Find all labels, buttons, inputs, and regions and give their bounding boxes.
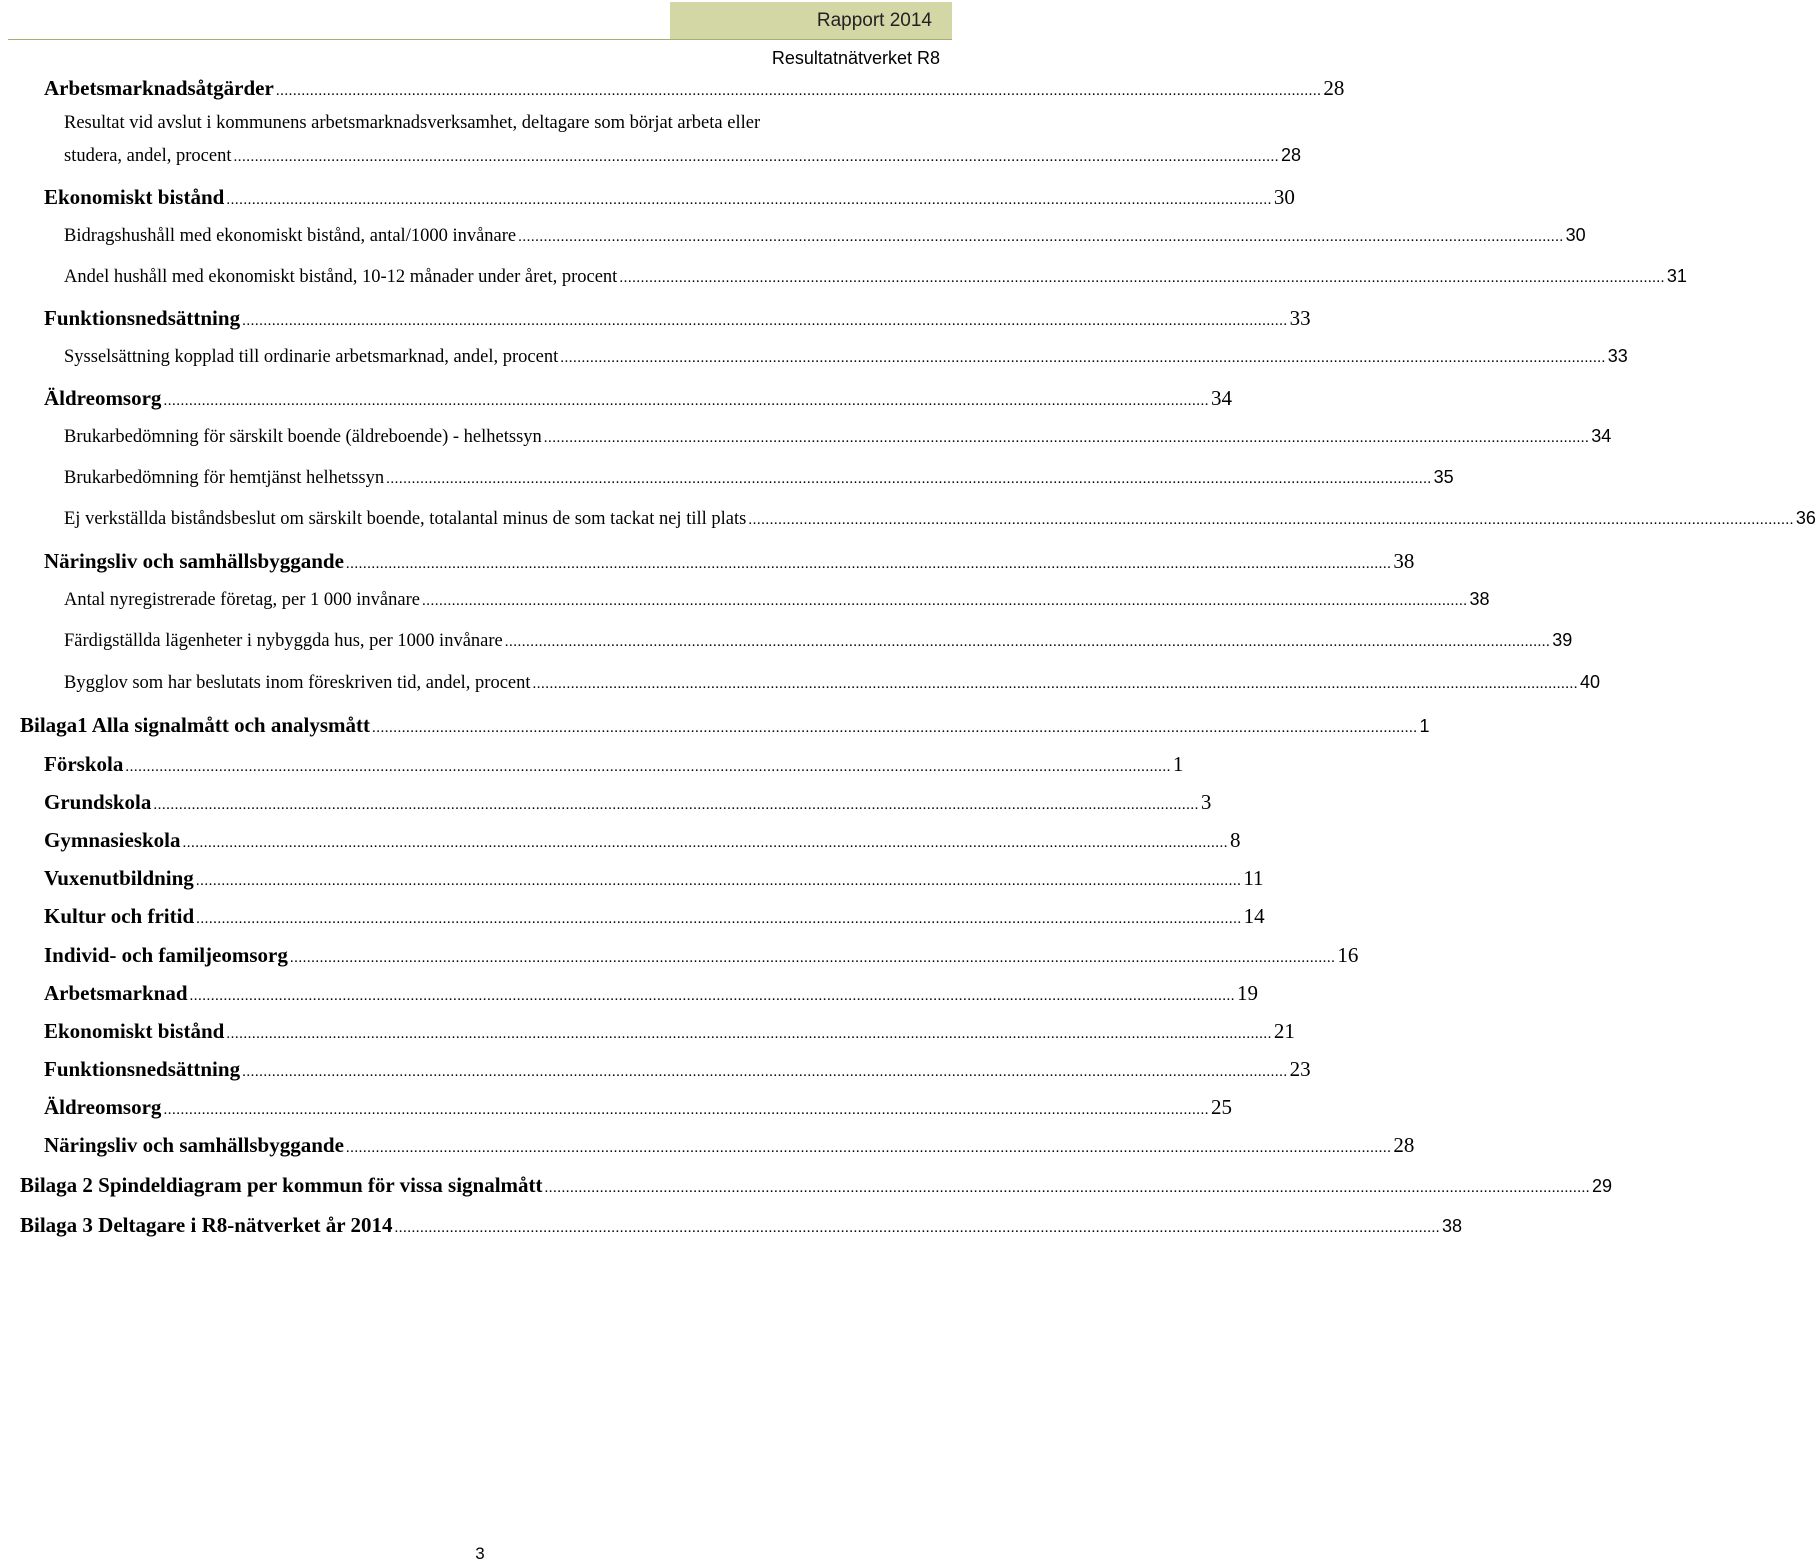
toc-entry-kultur-och-fritid[interactable] — [44, 904, 1265, 929]
toc-leader — [746, 512, 1796, 529]
toc-entry-page: 36 — [1795, 508, 1816, 528]
toc-leader — [370, 720, 1420, 737]
toc-entry-title: Näringsliv och samhällsbyggande — [44, 549, 344, 573]
toc-entry-ekonomiskt-bistand-2[interactable] — [44, 1019, 1295, 1044]
toc-entry-andel-hushall[interactable] — [64, 266, 1687, 288]
toc-entry-bygglov[interactable] — [64, 672, 1601, 694]
toc-entry-brukarbedomning-sarskilt-boende[interactable] — [64, 426, 1612, 448]
toc-leader — [194, 873, 1244, 890]
toc-leader — [420, 593, 1470, 610]
toc-entry-title: Arbetsmarknadsåtgärder — [44, 76, 274, 100]
toc-entry-page: 16 — [1337, 943, 1359, 967]
toc-leader — [516, 229, 1566, 246]
toc-leader — [240, 313, 1290, 330]
toc-entry-title: Förskola — [44, 752, 124, 776]
toc-leader — [503, 634, 1553, 651]
toc-entry-ej-verkstallda[interactable] — [64, 508, 1816, 530]
toc-entry-arbetsmarknad[interactable] — [44, 981, 1259, 1006]
toc-leader — [558, 350, 1608, 367]
toc-entry-title-line1[interactable]: Resultat vid avslut i kommunens arbetsmarknadsverksamhet, deltagare som börjat arbeta eller — [64, 113, 761, 133]
toc-leader — [274, 83, 1324, 100]
toc-entry-title: Vuxenutbildning — [44, 866, 194, 890]
toc-entry-gymnasieskola[interactable] — [44, 828, 1241, 853]
toc-entry-title: Ekonomiskt bistånd — [44, 185, 225, 209]
toc-entry-page: 34 — [1210, 386, 1232, 410]
toc-leader — [181, 835, 1231, 852]
toc-entry-page: 34 — [1591, 426, 1612, 446]
toc-entry-title: Brukarbedömning för hemtjänst helhetssyn — [64, 468, 385, 488]
toc-leader — [224, 1026, 1274, 1043]
toc-leader — [231, 149, 1281, 166]
toc-leader — [531, 676, 1581, 693]
toc-entry-page: 1 — [1419, 716, 1430, 736]
toc-entry-title: Sysselsättning kopplad till ordinarie arbetsmarknad, andel, procent — [64, 347, 559, 367]
toc-entry-title: Ej verkställda biståndsbeslut om särskilt boende, totalantal minus de som tackat nej till plats — [64, 509, 747, 529]
toc-entry-sysselsattning[interactable] — [64, 346, 1628, 368]
toc-entry-naringsliv-2[interactable] — [44, 1133, 1415, 1158]
toc-entry-title: Andel hushåll med ekonomiskt bistånd, 10-12 månader under året, procent — [64, 267, 618, 287]
toc-entry-fardigstallda-lagenheter[interactable] — [64, 630, 1573, 652]
toc-entry-forskola[interactable] — [44, 752, 1184, 777]
toc-leader — [188, 988, 1238, 1005]
toc-entry-page: 31 — [1666, 266, 1687, 286]
toc-entry-title: Funktionsnedsättning — [44, 1057, 241, 1081]
toc-entry-page: 38 — [1469, 589, 1490, 609]
toc-entry-page: 28 — [1323, 76, 1345, 100]
toc-entry-ekonomiskt-bistand[interactable] — [44, 185, 1295, 210]
toc-entry-title: Kultur och fritid — [44, 904, 195, 928]
toc-entry-title: Bidragshushåll med ekonomiskt bistånd, antal/1000 invånare — [64, 226, 517, 246]
page-number: 3 — [475, 1544, 485, 1563]
toc-entry-individ-och-familjeomsorg[interactable] — [44, 943, 1359, 968]
toc-leader — [617, 270, 1667, 287]
toc-entry-page: 19 — [1237, 981, 1259, 1005]
toc-entry-page: 39 — [1552, 630, 1573, 650]
toc-leader — [224, 192, 1274, 209]
toc-leader — [240, 1064, 1290, 1081]
toc-entry-title: Bygglov som har beslutats inom föreskriven tid, andel, procent — [64, 673, 531, 693]
toc-entry-page: 23 — [1289, 1057, 1311, 1081]
toc-entry-title: Individ- och familjeomsorg — [44, 943, 288, 967]
toc-entry-title: Gymnasieskola — [44, 828, 181, 852]
toc-entry-title: Brukarbedömning för särskilt boende (äldreboende) - helhetssyn — [64, 427, 542, 447]
toc-entry-title: Färdigställda lägenheter i nybyggda hus, per 1000 invånare — [64, 631, 503, 651]
toc-leader — [344, 1140, 1394, 1157]
toc-entry-title: Grundskola — [44, 790, 152, 814]
toc-leader — [194, 911, 1244, 928]
toc-entry-title: Arbetsmarknad — [44, 981, 188, 1005]
toc-entry-page: 35 — [1433, 467, 1454, 487]
toc-leader — [288, 950, 1338, 967]
toc-entry-nyregistrerade-foretag[interactable] — [64, 589, 1490, 611]
toc-entry-title: Bilaga 3 Deltagare i R8-nätverket år 2014 — [20, 1213, 393, 1237]
toc-entry-bilaga2[interactable] — [20, 1173, 1613, 1198]
toc-leader — [344, 556, 1394, 573]
toc-entry-aldreomsorg-2[interactable] — [44, 1095, 1232, 1120]
toc-leader — [123, 759, 1173, 776]
toc-entry-grundskola[interactable] — [44, 790, 1212, 815]
toc-leader — [393, 1220, 1443, 1237]
network-label: Resultatnätverket R8 — [771, 48, 940, 68]
toc-entry-page: 40 — [1580, 672, 1601, 692]
toc-entry-title: Antal nyregistrerade företag, per 1 000 invånare — [64, 590, 420, 610]
toc-entry-page: 28 — [1393, 1133, 1415, 1157]
toc-leader — [384, 471, 1434, 488]
toc-leader — [161, 1102, 1211, 1119]
toc-entry-page: 38 — [1393, 549, 1415, 573]
toc-entry-page: 30 — [1565, 225, 1586, 245]
toc-entry-page: 33 — [1289, 306, 1311, 330]
toc-entry-page: 21 — [1273, 1019, 1295, 1043]
toc-entry-resultat-vid-avslut[interactable] — [64, 145, 1301, 167]
report-label: Rapport 2014 — [816, 10, 932, 31]
toc-entry-naringsliv[interactable] — [44, 549, 1415, 574]
toc-entry-funktionsnedsattning-2[interactable] — [44, 1057, 1311, 1082]
toc-entry-page: 28 — [1280, 145, 1301, 165]
toc-entry-title: studera, andel, procent — [64, 146, 232, 166]
toc-entry-title: Äldreomsorg — [44, 1095, 162, 1119]
toc-entry-brukarbedomning-hemtjanst[interactable] — [64, 467, 1454, 489]
toc-entry-title: Bilaga1 Alla signalmått och analysmått — [20, 713, 371, 737]
toc-entry-page: 30 — [1273, 185, 1295, 209]
toc-entry-page: 33 — [1607, 346, 1628, 366]
toc-entry-page: 11 — [1243, 866, 1264, 890]
toc-entry-title: Funktionsnedsättning — [44, 306, 241, 330]
toc-entry-page: 25 — [1210, 1095, 1232, 1119]
toc-entry-title: Bilaga 2 Spindeldiagram per kommun för vissa signalmått — [20, 1173, 543, 1197]
toc-entry-title: Näringsliv och samhällsbyggande — [44, 1133, 344, 1157]
toc-entry-page: 1 — [1172, 752, 1184, 776]
toc-entry-page: 38 — [1442, 1216, 1463, 1236]
toc-entry-funktionsnedsattning[interactable] — [44, 306, 1311, 331]
toc-entry-page: 3 — [1200, 790, 1212, 814]
toc-leader — [151, 797, 1201, 814]
toc-entry-bilaga3[interactable] — [20, 1213, 1463, 1238]
toc-leader — [542, 430, 1592, 447]
toc-leader — [161, 393, 1211, 410]
toc-entry-page: 29 — [1592, 1176, 1613, 1196]
toc-entry-vuxenutbildning[interactable] — [44, 866, 1264, 891]
toc-entry-title: Ekonomiskt bistånd — [44, 1019, 225, 1043]
toc-entry-title: Äldreomsorg — [44, 386, 162, 410]
toc-entry-arbetsmarknadsatgarder[interactable] — [44, 76, 1345, 101]
toc-entry-page: 14 — [1243, 904, 1265, 928]
toc-entry-bidragshushall[interactable] — [64, 225, 1586, 247]
toc-entry-bilaga1[interactable] — [20, 713, 1430, 738]
toc-entry-page: 8 — [1230, 828, 1241, 852]
toc-leader — [543, 1180, 1593, 1197]
toc-entry-aldreomsorg[interactable] — [44, 386, 1232, 411]
